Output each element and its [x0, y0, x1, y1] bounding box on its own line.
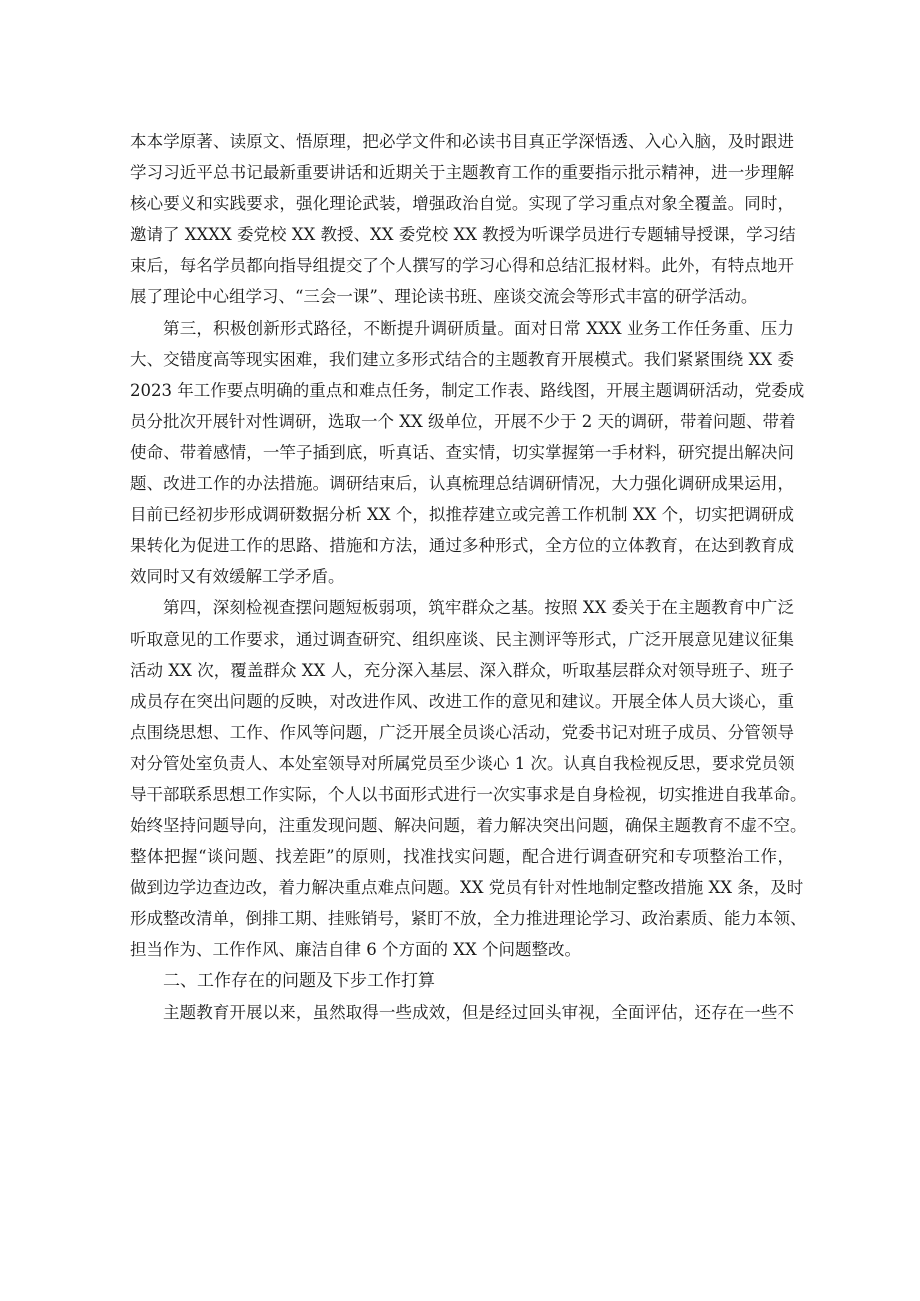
- paragraph-line: 对分管处室负责人、本处室领导对所属党员至少谈心 1 次。认真自我检视反思，要求党员领: [130, 753, 795, 773]
- paragraph-line: 导干部联系思想工作实际，个人以书面形式进行一次实事求是自身检视，切实推进自我革命。: [130, 784, 807, 804]
- paragraph-line: 大、交错度高等现实困难，我们建立多形式结合的主题教育开展模式。我们紧紧围绕 XX 委: [130, 349, 794, 369]
- paragraph-line-closing: 主题教育开展以来，虽然取得一些成效，但是经过回头审视，全面评估，还存在一些不: [163, 1002, 794, 1022]
- paragraph-line: 成员存在突出问题的反映，对改进作风、改进工作的意见和建议。开展全体人员大谈心，重: [130, 691, 794, 711]
- paragraph-line: 担当作为、工作作风、廉洁自律 6 个方面的 XX 个问题整改。: [130, 940, 581, 960]
- paragraph-line: 使命、带着感情，一竿子插到底，听真话、查实情，切实掌握第一手材料，研究提出解决问: [130, 442, 794, 462]
- paragraph-line: 始终坚持问题导向，注重发现问题、解决问题，着力解决突出问题，确保主题教育不虚不空。: [130, 816, 807, 836]
- paragraph-line: 邀请了 XXXX 委党校 XX 教授、XX 委党校 XX 教授为听课学员进行专题辅导授课，学习结: [130, 225, 796, 245]
- paragraph-line: 展了理论中心组学习、“三会一课”、理论读书班、座谈交流会等形式丰富的研学活动。: [130, 287, 758, 307]
- paragraph-line: 学习习近平总书记最新重要讲话和近期关于主题教育工作的重要指示批示精神，进一步理解: [130, 163, 794, 183]
- paragraph-line: 核心要义和实践要求，强化理论武装，增强政治自觉。实现了学习重点对象全覆盖。同时，: [130, 194, 794, 214]
- paragraph-line: 本本学原著、读原文、悟原理，把必学文件和必读书目真正学深悟透、入心入脑，及时跟进: [130, 132, 794, 151]
- paragraph-line: 束后，每名学员都向指导组提交了个人撰写的学习心得和总结汇报材料。此外，有特点地开: [130, 256, 794, 276]
- paragraph-line: 2023 年工作要点明确的重点和难点任务，制定工作表、路线图，开展主题调研活动，党委成: [130, 380, 805, 400]
- paragraph-line: 做到边学边查边改，着力解决重点难点问题。XX 党员有针对性地制定整改措施 XX 条，及时: [130, 878, 804, 898]
- paragraph-line: 第三，积极创新形式路径，不断提升调研质量。面对日常 XXX 业务工作任务重、压力: [163, 318, 794, 338]
- paragraph-line: 效同时又有效缓解工学矛盾。: [130, 567, 345, 587]
- paragraph-line: 听取意见的工作要求，通过调查研究、组织座谈、民主测评等形式，广泛开展意见建议征集: [130, 629, 794, 649]
- section-heading: 二、工作存在的问题及下步工作打算: [163, 970, 435, 991]
- paragraph-line: 题、改进工作的办法措施。调研结束后，认真梳理总结调研情况，大力强化调研成果运用，: [130, 474, 794, 494]
- paragraph-line: 目前已经初步形成调研数据分析 XX 个，拟推荐建立或完善工作机制 XX 个，切实把调研成: [130, 505, 794, 525]
- paragraph-fourth-point: [130, 592, 807, 965]
- paragraph-line: 第四，深刻检视查摆问题短板弱项，筑牢群众之基。按照 XX 委关于在主题教育中广泛: [163, 598, 794, 618]
- paragraph-third-point: [130, 313, 805, 593]
- paragraph-line: 果转化为促进工作的思路、措施和方法，通过多种形式，全方位的立体教育，在达到教育成: [130, 536, 794, 556]
- paragraph-line: 员分批次开展针对性调研，选取一个 XX 级单位，开展不少于 2 天的调研，带着问题、带着: [130, 411, 796, 431]
- paragraph-line: 点围绕思想、工作、作风等问题，广泛开展全员谈心活动，党委书记对班子成员、分管领导: [130, 722, 794, 742]
- paragraph-line: 活动 XX 次，覆盖群众 XX 人，充分深入基层、深入群众，听取基层群众对领导班子、班子: [130, 660, 794, 680]
- paragraph-line: 整体把握“谈问题、找差距”的原则，找准找实问题，配合进行调查研究和专项整治工作，: [130, 847, 794, 867]
- document-body: [130, 126, 807, 1028]
- paragraph-line: 形成整改清单，倒排工期、挂账销号，紧盯不放，全力推进理论学习、政治素质、能力本领、: [130, 909, 807, 929]
- paragraph-study: [130, 126, 794, 313]
